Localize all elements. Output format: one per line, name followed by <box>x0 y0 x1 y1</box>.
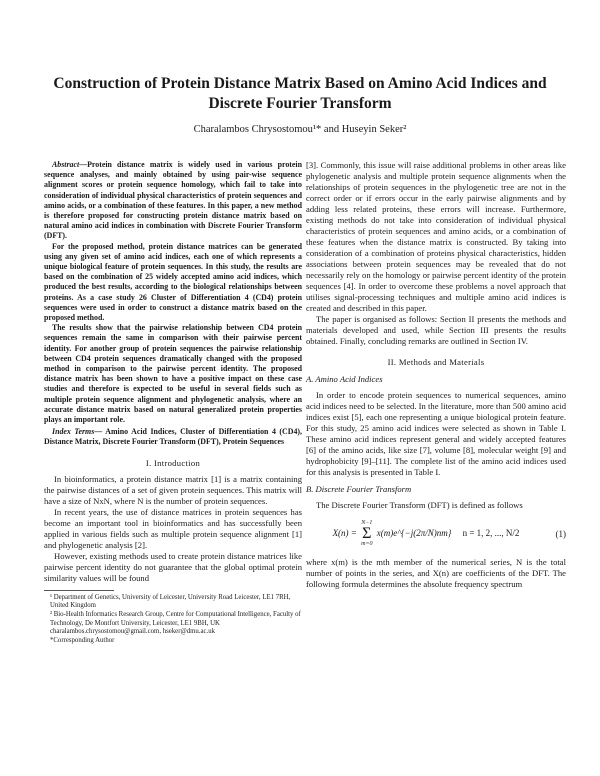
right-column <box>306 160 566 590</box>
dft-explanation-paragraph: where x(m) is the mth member of the numerical series, N is the total number of points in the series, and X(n) are coefficients of the DFT. The following formula determines the absolute frequency spectrum <box>306 557 566 589</box>
abstract-paragraph-2: For the proposed method, protein distance matrices can be generated using any given set of amino acid indices, each one of which represents a unique biological feature of protein sequences. In this study, the results are based on the combination of 25 widely accepted amino acid indices, which produced the best results, according to the biological relationships between proteins. As a case study 26 Cluster of Differentiation 4 (CD4) protein sequences were used in order to construct a distance matrix based on the proposed method. <box>44 241 302 323</box>
subsection-amino-acid-indices: A. Amino Acid Indices <box>306 374 383 384</box>
index-terms-label: Index Terms <box>52 427 95 437</box>
footnote-rule <box>44 590 114 591</box>
subsection-dft: B. Discrete Fourier Transform <box>306 484 412 494</box>
equation-condition: n = 1, 2, ..., N/2 <box>462 528 520 539</box>
authors: Charalambos Chrysostomou¹* and Huseyin Seker² <box>193 124 407 135</box>
equation-1 <box>306 519 566 549</box>
equation-body <box>306 520 546 548</box>
footnote-2: ² Bio-Health Informatics Research Group, Centre for Computational Intelligence, Faculty of Technology, De Montfort University, Leicester, LE1 9BH, UK <box>50 611 301 627</box>
equation-rhs: x(m)e^{−j(2π/N)nm} <box>376 528 452 539</box>
footnote-corresponding: *Corresponding Author <box>50 636 115 644</box>
equation-number: (1) <box>555 528 566 539</box>
footnote-1: ¹ Department of Genetics, University of Leicester, University Road Leicester, LE1 7RH, United Kingdom <box>50 593 291 610</box>
abstract-paragraph-1: Abstract—Protein distance matrix is widely used in various protein sequence analyses, and mainly obtained by using pair-wise sequence alignment scores or protein sequence homology, which fail to take into consideration of individual physical characteristics of protein sequences and amino acids, or a combination of these features. In this paper, a new method is therefore proposed for constructing protein distance matrix based on natural amino acid indices in combination with Discrete Fourier Transform (DFT). <box>44 160 302 241</box>
sum-upper-limit: N−1 <box>361 520 373 526</box>
section-heading-introduction: I. Introduction <box>145 457 201 468</box>
dft-intro-paragraph: The Discrete Fourier Transform (DFT) is defined as follows <box>316 500 523 510</box>
intro-paragraph-2: In recent years, the use of distance matrices in protein sequences has become an important tool in bioinformatics and has successfully been applied in various fields such as multiple protein sequence alignment [1] and phylogenetic analysis [2]. <box>44 506 302 550</box>
summation-symbol: N−1 Σ m=0 <box>361 520 373 547</box>
abstract-paragraph-3: The results show that the pairwise relationship between CD4 protein sequences remain the same in comparison with their pairwise percent identity. For another group of protein sequences the pairwise relationship between CD4 protein sequences dramatically changed with the proposed method in comparison to the pairwise percent identity. The proposed distance matrix has been shown to have a positive impact on these case studies and therefore is expected to be useful in several fields such as multiple protein sequence alignment and phylogenetic analysis, where an accurate distance matrix based on natural generalized protein properties plays an important role. <box>44 323 302 425</box>
organisation-paragraph: The paper is organised as follows: Section II presents the methods and materials developed and used, while Section III presents the results obtained. Finally, concluding remarks are outlined in Section IV. <box>306 314 566 346</box>
sum-lower-limit: m=0 <box>361 541 373 547</box>
paper-title: Construction of Protein Distance Matrix Based on Amino Acid Indices and Discrete Fourier Transform <box>53 75 547 112</box>
index-terms: Index Terms— Amino Acid Indices, Cluster of Differentiation 4 (CD4), Distance Matrix, Discrete Fourier Transform (DFT), Protein Sequences <box>44 427 302 447</box>
footnote-email: charalambos.chrysostomou@gmail.com, hseker@dmu.ac.uk <box>50 628 216 636</box>
intro-paragraph-3: However, existing methods used to create protein distance matrices like pairwise percent identity do not guarantee that the global optimal protein similarity values will be found <box>44 550 302 583</box>
left-column <box>44 160 302 645</box>
intro-paragraph-1: In bioinformatics, a protein distance matrix [1] is a matrix containing the pairwise distances of a set of given protein sequences. This matrix will have a size of NxN, where N is the number of protein sequences. <box>44 473 302 506</box>
equation-lhs: X(n) = <box>332 528 357 539</box>
amino-acid-paragraph: In order to encode protein sequences to numerical sequences, amino acid indices need to be selected. In the literature, more than 500 amino acid indices exist [5], each one representing a unique biological protein feature. For this study, 25 amino acid indices were selected as shown in Table I. These amino acid indices represent general and widely accepted features [6] of the amino acids, like size [7], volume [8], molecular weight [9] and hydrophobicity [9]–[11]. The complete list of the amino acid indices used for this analysis is presented in Table I. <box>306 390 566 477</box>
section-heading-methods: II. Methods and Materials <box>387 357 485 367</box>
abstract-label: Abstract <box>52 160 80 169</box>
intro-continued-paragraph: [3]. Commonly, this issue will raise additional problems in other areas like phylogenetic analysis and multiple protein sequence alignments when the relationships of protein sequences in the phylogenetic tree are not in the correct order or if errors occur in the early pairwise alignments and by adding less related proteins, these errors will increase. Furthermore, existing methods do not take into consideration of individual physical characteristics of protein sequences and amino acids, or a combination of these features when the distance matrix is constructed. By taking into consideration of a combination of proteins physical characteristics, hidden associations between protein sequences may be revealed that do not necessarily rely on the homology or pairwise percent identity of the protein sequences [4]. In order to overcome these problems a novel approach that utilises signal-processing techniques and multiple amino acid indices is created and described in this paper. <box>306 160 566 313</box>
